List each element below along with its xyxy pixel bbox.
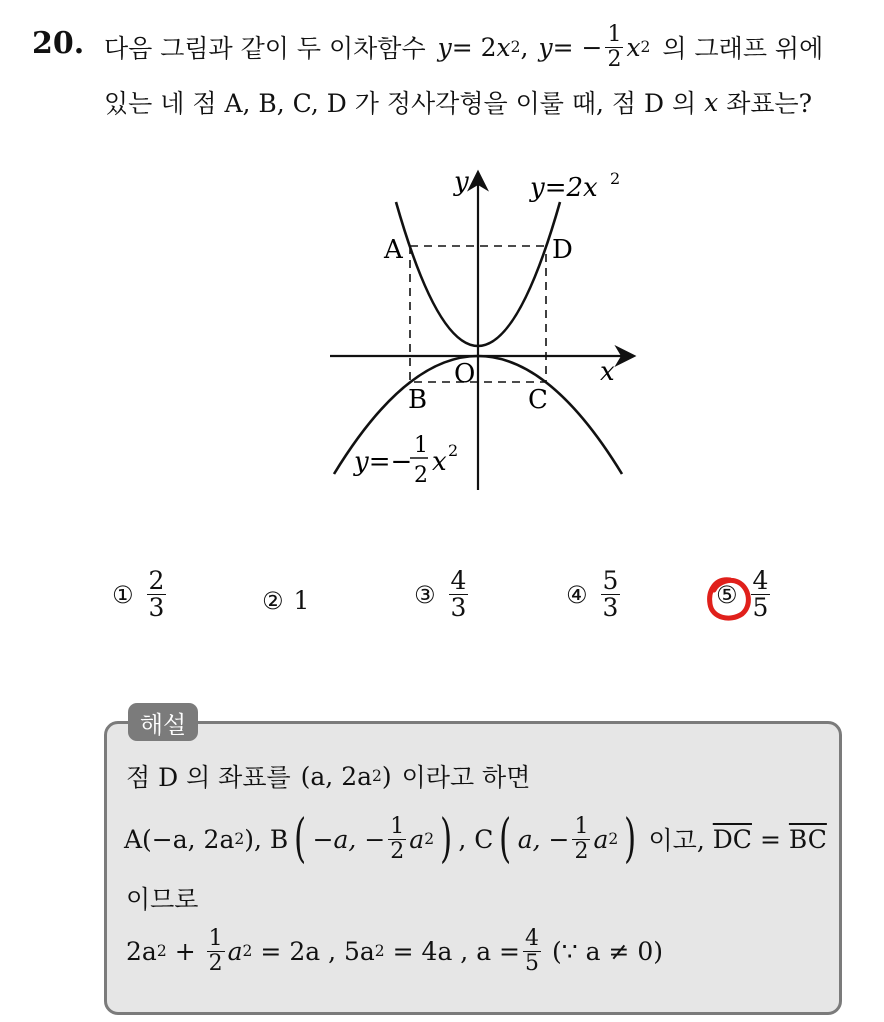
sol-l1-close: ) bbox=[381, 761, 392, 791]
func2-num: 1 bbox=[607, 22, 622, 48]
y-axis-label: y bbox=[454, 167, 469, 197]
point-C-label: C bbox=[528, 385, 548, 415]
question-number: 20. bbox=[32, 26, 85, 61]
choice-4-fraction bbox=[601, 568, 621, 622]
choice-1-num: 2 bbox=[148, 566, 165, 595]
sol-l4-e: (∵ a ≠ 0) bbox=[552, 936, 664, 966]
choice-2-mark: ② bbox=[262, 586, 284, 615]
choice-2[interactable] bbox=[262, 586, 309, 615]
sol-l2-C: , C bbox=[458, 824, 494, 854]
choice-3-mark: ③ bbox=[414, 580, 436, 609]
sol-l2-A-close: ), B bbox=[244, 824, 289, 854]
curve2-label: y=− bbox=[354, 447, 413, 477]
question-line1-tail: 의 그래프 위에 bbox=[662, 34, 824, 63]
question-line-1: 다음 그림과 같이 두 이차함수 y = 2 x 2 , y = − $\frac{1}{2}$ x 2 의 그래프 위에 bbox=[104, 22, 824, 72]
origin-label: O bbox=[454, 359, 476, 389]
curve1-label: y=2x bbox=[530, 173, 598, 203]
sol-l2-C-frac bbox=[572, 815, 590, 862]
segment-BC: $\overline{BC}$ bbox=[788, 824, 827, 854]
func2-x: x bbox=[626, 32, 641, 62]
sol-l2-frac bbox=[388, 815, 406, 862]
sol-l4-plus: + bbox=[174, 936, 196, 966]
sol-l2-frac-num: 1 bbox=[390, 814, 405, 840]
curve2-num: 1 bbox=[414, 433, 428, 458]
sol-l4-d: = 4a , a = bbox=[392, 936, 520, 966]
choice-4-mark: ④ bbox=[566, 580, 588, 609]
solution-line-4: 2a 2 + $\frac{1}{2}$ a 2 = 2a , 5a 2 = 4a , a = $\frac{4}{5}$ (∵ a ≠ 0) bbox=[126, 926, 664, 976]
answer-circle-mark bbox=[702, 574, 754, 626]
sol-l2-C-num: 1 bbox=[574, 814, 589, 840]
x-axis-label: x bbox=[600, 357, 615, 387]
sol-l2-C-a: a bbox=[593, 824, 609, 854]
choice-4-num: 5 bbox=[602, 566, 619, 595]
func1-y: y bbox=[437, 32, 452, 62]
sol-l1-a: 점 D 의 좌표를 bbox=[126, 763, 291, 792]
segment-DC: $\overline{DC}$ bbox=[712, 824, 752, 854]
curve2-x: x bbox=[432, 447, 447, 477]
solution-tab: 해설 bbox=[128, 703, 198, 741]
sol-l4-frac bbox=[207, 927, 225, 974]
sol-l2-C-den: 2 bbox=[574, 838, 589, 864]
func2-fraction bbox=[605, 23, 623, 70]
sol-l4-c: = 2a , 5a bbox=[260, 936, 375, 966]
choice-1[interactable] bbox=[112, 568, 169, 622]
point-A-label: A bbox=[384, 235, 403, 265]
func2-eq: = − bbox=[552, 32, 603, 62]
choice-4[interactable] bbox=[566, 568, 623, 622]
sol-l2-C-inner: a, − bbox=[517, 824, 570, 854]
func2-y: y bbox=[538, 32, 553, 62]
sol-l2-a: a bbox=[409, 824, 425, 854]
choice-3-fraction bbox=[449, 568, 469, 622]
choice-1-mark: ① bbox=[112, 580, 134, 609]
sol-l4-num: 1 bbox=[208, 926, 223, 952]
point-D-label: D bbox=[552, 235, 573, 265]
choice-3[interactable] bbox=[414, 568, 471, 622]
choice-5-den: 5 bbox=[752, 593, 769, 623]
sol-l1-coord: (a, 2a bbox=[300, 761, 373, 791]
sol-l2-B-inner: −a, − bbox=[312, 824, 386, 854]
choice-3-den: 3 bbox=[450, 593, 467, 623]
paren-open: ( bbox=[294, 809, 307, 869]
choice-5-num: 4 bbox=[752, 566, 769, 595]
sol-l1-b: 이라고 하면 bbox=[401, 763, 531, 792]
x-var: x bbox=[704, 87, 719, 117]
curve2-den: 2 bbox=[414, 463, 428, 488]
solution-line-3: 이므로 bbox=[126, 885, 199, 914]
sol-l4-den: 2 bbox=[208, 950, 223, 976]
choice-1-den: 3 bbox=[148, 593, 165, 623]
sol-l2-frac-den: 2 bbox=[390, 838, 405, 864]
func2-den: 2 bbox=[607, 46, 622, 72]
solution-line-1: 점 D 의 좌표를 (a, 2a 2 ) 이라고 하면 bbox=[126, 758, 530, 794]
sol-l4-frac2 bbox=[523, 927, 541, 974]
choice-1-fraction bbox=[147, 568, 167, 622]
graph-figure bbox=[320, 160, 650, 500]
question-line-2 bbox=[104, 84, 812, 120]
paren-open-2: ( bbox=[499, 809, 512, 869]
paren-close: ) bbox=[440, 809, 453, 869]
solution-line-2: A(−a, 2a 2 ), B ( −a, − $\frac{1}{2}$ a 2 ) , C ( a, − $\frac{1}{2}$ a 2 ) 이고, $\overline{DC}$ = $\overline{BC}$ bbox=[124, 809, 827, 869]
paren-close-2: ) bbox=[624, 809, 637, 869]
question-text-2: 있는 네 점 A, B, C, D 가 정사각형을 이룰 때, 점 D 의 bbox=[104, 89, 697, 118]
choice-5-mark: ⑤ bbox=[716, 580, 738, 609]
func1-x: x bbox=[496, 32, 511, 62]
sol-l4-a: 2a bbox=[126, 936, 157, 966]
question-text: 다음 그림과 같이 두 이차함수 bbox=[104, 34, 426, 63]
choice-2-value: 1 bbox=[293, 586, 310, 615]
sol-l4-b: a bbox=[227, 936, 243, 966]
func1-eq: = 2 bbox=[451, 32, 497, 62]
choice-3-num: 4 bbox=[450, 566, 467, 595]
question-line2-tail: 좌표는? bbox=[726, 89, 813, 118]
sol-l2-A: A(−a, 2a bbox=[124, 824, 235, 854]
choice-4-den: 3 bbox=[602, 593, 619, 623]
curve1-exp: 2 bbox=[610, 169, 621, 188]
sol-l2-eq: = bbox=[759, 824, 781, 854]
curve2-exp: 2 bbox=[448, 441, 459, 460]
sol-l4-den2: 5 bbox=[525, 950, 539, 976]
point-B-label: B bbox=[408, 385, 428, 415]
sol-l4-num2: 4 bbox=[525, 926, 539, 952]
comma: , bbox=[520, 32, 529, 62]
sol-l2-tail: 이고, bbox=[648, 826, 705, 855]
